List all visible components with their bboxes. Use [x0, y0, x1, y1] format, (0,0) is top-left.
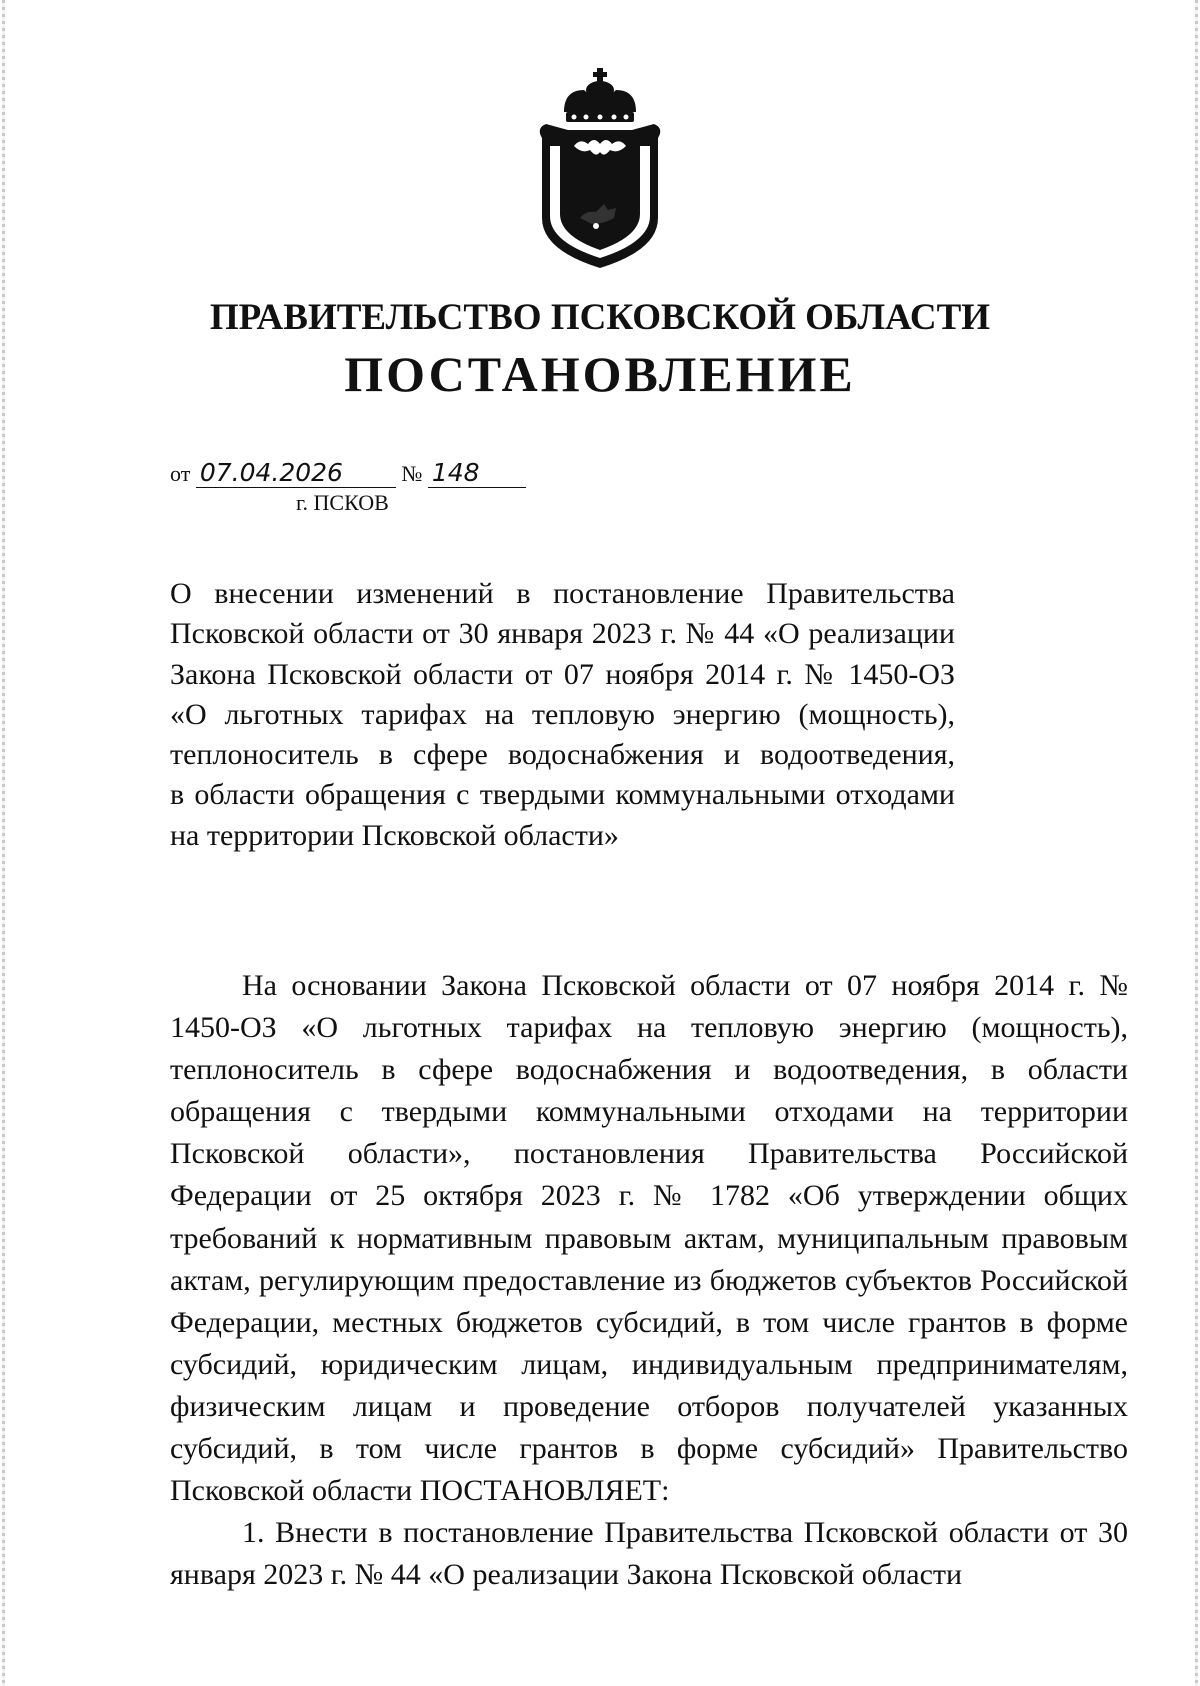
subject-line: Псковской области от 30 января 2023 г. № 44 «О реализации — [170, 617, 955, 651]
document-body — [170, 965, 1128, 1596]
subject-line: на территории Псковской области» — [170, 818, 619, 852]
subject-line: теплоноситель в сфере водоснабжения и водоотведения, — [170, 738, 955, 772]
subject-line: в области обращения с твердыми коммунальными отходами — [170, 778, 955, 812]
document-subject — [170, 574, 955, 856]
date-number-line — [170, 458, 526, 488]
document-date: 07.04.2026 — [196, 458, 396, 488]
number-prefix: № — [401, 461, 423, 486]
preamble-paragraph: На основании Закона Псковской области от 07 ноября 2014 г. № 1450-ОЗ «О льготных тарифах на тепловую энергию (мощность), теплоноситель в сфере водоснабжения и водоотведения, в области обращения с твердыми коммунальными отходами на территории Псковской области», постановления Правительства Российской Федерации от 25 октября 2023 г. № 1782 «Об утверждении общих требований к нормативным правовым актам, муниципальным правовым актам, регулирующим предоставление из бюджетов субъектов Российской Федерации, местных бюджетов субсидий, в том числе грантов в форме субсидий, юридическим лицам, индивидуальным предпринимателям, физическим лицам и проведение отборов получателей указанных субсидий, в том числе грантов в форме субсидий» Правительство Псковской области ПОСТАНОВЛЯЕТ: — [170, 969, 1128, 1508]
resolution-item-1: 1. Внести в постановление Правительства Псковской области от 30 января 2023 г. № 44 «О реализации Закона Псковской области — [170, 1516, 1128, 1592]
scan-edge-right — [1195, 0, 1198, 1686]
pskov-coat-of-arms-icon — [534, 68, 666, 270]
document-number: 148 — [428, 458, 526, 488]
subject-line: Закона Псковской области от 07 ноября 2014 г. № 1450-ОЗ — [170, 657, 955, 691]
subject-line: О внесении изменений в постановление Правительства — [170, 577, 955, 610]
organization-title: ПРАВИТЕЛЬСТВО ПСКОВСКОЙ ОБЛАСТИ — [209, 297, 991, 338]
subject-line: «О льготных тарифах на тепловую энергию (мощность), — [170, 697, 955, 731]
document-type-title: ПОСТАНОВЛЕНИЕ — [344, 346, 856, 402]
city-label: г. ПСКОВ — [296, 490, 389, 515]
date-prefix: от — [170, 461, 191, 486]
scan-edge-left — [2, 0, 5, 1686]
